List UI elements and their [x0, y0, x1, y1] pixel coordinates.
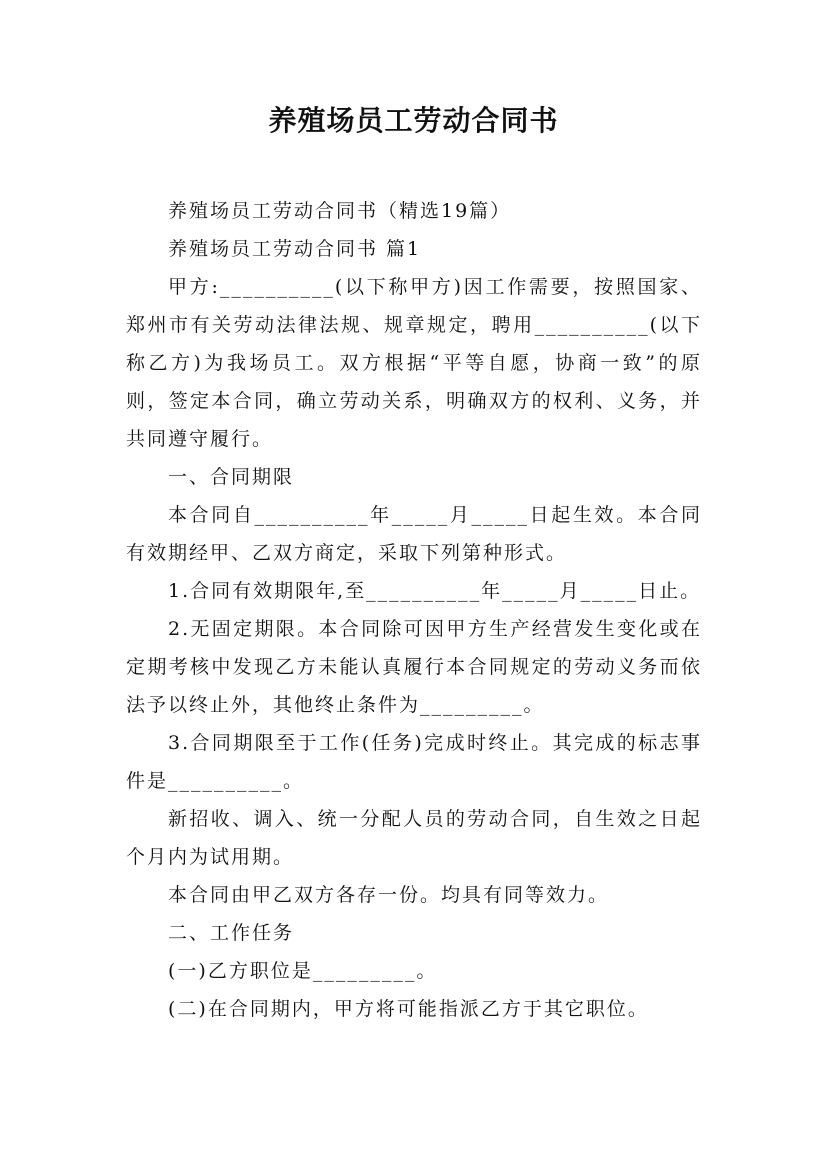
document-title: 养殖场员工劳动合同书 [268, 104, 559, 137]
paragraph-section-label: 养殖场员工劳动合同书 篇1 [168, 238, 422, 260]
paragraph-term-option-2: 2.无固定期限。本合同除可因甲方生产经营发生变化或在定期考核中发现乙方未能认真履行本合同规定的劳动义务而依法予以终止外，其他终止条件为_________。 [126, 618, 702, 716]
paragraph-probation: 新招收、调入、统一分配人员的劳动合同，自生效之日起个月内为试用期。 [126, 808, 702, 868]
paragraph-reassignment: (二)在合同期内，甲方将可能指派乙方于其它职位。 [168, 998, 649, 1020]
paragraph-term-option-1: 1.合同有效期限年,至__________年_____月_____日止。 [168, 580, 702, 602]
heading-work-tasks: 二、工作任务 [168, 922, 295, 944]
paragraph-intro: 甲方:__________(以下称甲方)因工作需要，按照国家、郑州市有关劳动法律法规、规章规定，聘用__________(以下称乙方)为我场员工。双方根据“平等自愿，协商一致”的原则，签定本合同，确立劳动关系，明确双方的权利、义务，并共同遵守履行。 [126, 276, 702, 450]
paragraph-effective-date: 本合同自__________年_____月_____日起生效。本合同有效期经甲、乙双方商定，采取下列第种形式。 [126, 504, 702, 564]
document-body [126, 192, 702, 1028]
paragraph-term-option-3: 3.合同期限至于工作(任务)完成时终止。其完成的标志事件是__________。 [126, 732, 702, 792]
paragraph-copies: 本合同由甲乙双方各存一份。均具有同等效力。 [168, 884, 610, 906]
paragraph-subtitle: 养殖场员工劳动合同书（精选19篇） [168, 200, 512, 222]
heading-contract-term: 一、合同期限 [168, 466, 295, 488]
paragraph-position: (一)乙方职位是_________。 [168, 960, 438, 982]
